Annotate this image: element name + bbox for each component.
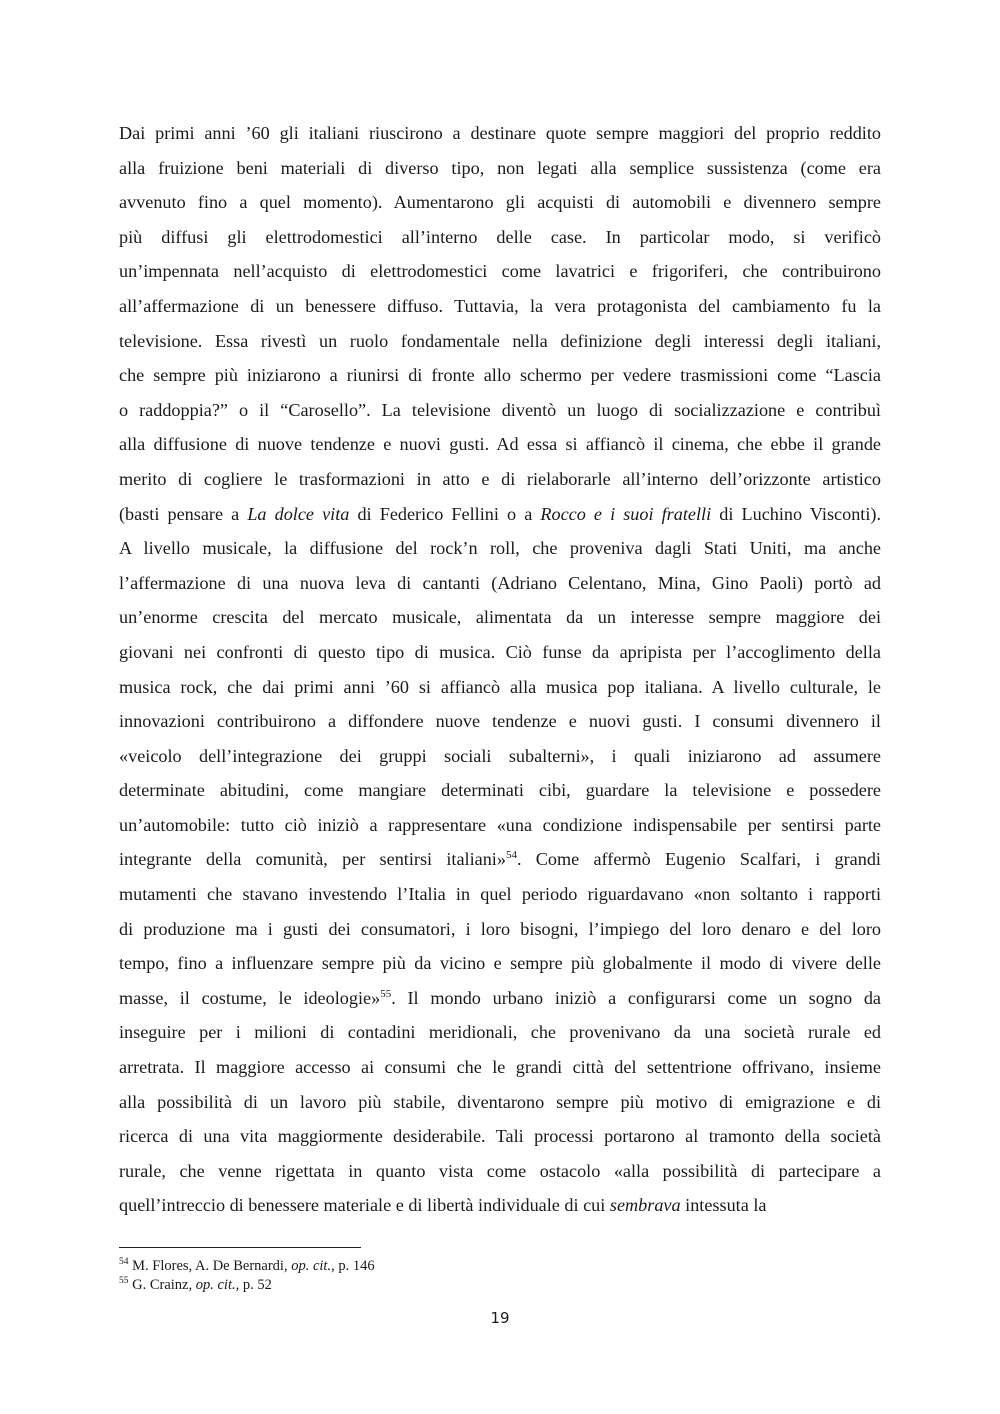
text-line: [119, 497, 881, 532]
text-line: [119, 1119, 881, 1154]
text-line: [119, 808, 881, 843]
text-line: [119, 220, 881, 255]
text-line: [119, 704, 881, 739]
footnote-text: G. Crainz,: [128, 1277, 196, 1293]
text-line: [119, 116, 881, 151]
text-line: [119, 1050, 881, 1085]
text-line: [119, 946, 881, 981]
text-segment: quell’intreccio di benessere materiale e di libertà individuale di cui: [119, 1195, 610, 1216]
text-line: [119, 1085, 881, 1120]
text-line: [119, 600, 881, 635]
text-segment: che sempre più iniziarono a riunirsi di fronte allo schermo per vedere trasmissioni come “Lascia: [119, 365, 881, 386]
footnote-text: M. Flores, A. De Bernardi,: [128, 1258, 292, 1274]
footnote-number: 54: [119, 1257, 129, 1268]
footnotes: [119, 1257, 881, 1295]
text-segment: intessuta la: [680, 1195, 767, 1216]
text-line: [119, 531, 881, 566]
italic-text: Rocco e i suoi fratelli: [540, 503, 712, 524]
text-line: [119, 185, 881, 220]
text-segment: musica rock, che dai primi anni ’60 si affiancò alla musica pop italiana. A livello culturale, le: [119, 676, 881, 697]
italic-text: La dolce vita: [247, 503, 350, 524]
footnote-text: , p. 52: [235, 1277, 272, 1293]
footnote-reference: 54: [505, 849, 517, 862]
text-line: [119, 427, 881, 462]
text-line: [119, 462, 881, 497]
text-segment: televisione. Essa rivestì un ruolo fondamentale nella definizione degli interessi degli italiani,: [119, 330, 881, 351]
text-line: [119, 739, 881, 774]
text-segment: . Come affermò Eugenio Scalfari, i grandi: [516, 849, 881, 870]
page-number: 19: [490, 1309, 510, 1327]
text-segment: alla diffusione di nuove tendenze e nuovi gusti. Ad essa si affiancò il cinema, che ebbe il grande: [119, 434, 881, 455]
text-line: [119, 393, 881, 428]
footnote-number: 55: [119, 1276, 129, 1287]
text-segment: alla fruizione beni materiali di diverso tipo, non legati alla semplice sussistenza (come era: [119, 157, 881, 178]
text-segment: merito di cogliere le trasformazioni in atto e di rielaborarle all’interno dell’orizzonte artistico: [119, 468, 881, 489]
text-segment: un’enorme crescita del mercato musicale, alimentata da un interesse sempre maggiore dei: [119, 607, 881, 628]
text-line: [119, 670, 881, 705]
text-segment: inseguire per i milioni di contadini meridionali, che provenivano da una società rurale ed: [119, 1022, 881, 1043]
text-segment: rurale, che venne rigettata in quanto vista come ostacolo «alla possibilità di partecipare a: [119, 1160, 881, 1181]
text-line: [119, 254, 881, 289]
text-line: [119, 289, 881, 324]
text-segment: avvenuto fino a quel momento). Aumentarono gli acquisti di automobili e divennero sempre: [119, 192, 881, 213]
text-segment: Dai primi anni ’60 gli italiani riuscirono a destinare quote sempre maggiori del proprio reddito: [119, 123, 881, 143]
text-line: [119, 1154, 881, 1189]
italic-text: sembrava: [609, 1195, 681, 1216]
text-line: [119, 842, 881, 877]
text-line: [119, 324, 881, 359]
text-segment: l’affermazione di una nuova leva di cantanti (Adriano Celentano, Mina, Gino Paoli) portò ad: [119, 572, 881, 593]
text-segment: «veicolo dell’integrazione dei gruppi sociali subalterni», i quali iniziarono ad assumere: [119, 745, 881, 766]
text-segment: (basti pensare a: [119, 503, 248, 524]
text-line: [119, 1015, 881, 1050]
text-segment: integrante della comunità, per sentirsi italiani»: [119, 849, 506, 870]
text-line: [119, 358, 881, 393]
footnote-text: , p. 146: [331, 1258, 375, 1274]
text-segment: o raddoppia?” o il “Carosello”. La televisione diventò un luogo di socializzazione e contribuì: [119, 399, 881, 420]
text-segment: alla possibilità di un lavoro più stabile, diventarono sempre più motivo di emigrazione e di: [119, 1091, 881, 1112]
text-segment: un’impennata nell’acquisto di elettrodomestici come lavatrici e frigoriferi, che contribuirono: [119, 261, 881, 282]
text-segment: di Luchino Visconti).: [711, 503, 881, 524]
text-segment: masse, il costume, le ideologie»: [119, 987, 381, 1008]
footnote-reference: 55: [380, 987, 392, 1000]
text-segment: all’affermazione di un benessere diffuso. Tuttavia, la vera protagonista del cambiamento fu la: [119, 295, 881, 316]
text-segment: giovani nei confronti di questo tipo di musica. Ciò funse da apripista per l’accoglimento della: [119, 641, 881, 662]
footnote-54: [119, 1257, 881, 1276]
text-segment: mutamenti che stavano investendo l’Italia in quel periodo riguardavano «non soltanto i rapporti: [119, 884, 881, 905]
text-segment: di Federico Fellini o a: [349, 503, 541, 524]
footnote-italic: op. cit.: [291, 1258, 332, 1274]
text-segment: un’automobile: tutto ciò iniziò a rappresentare «una condizione indispensabile per sentirsi parte: [119, 814, 881, 835]
text-segment: arretrata. Il maggiore accesso ai consumi che le grandi città del settentrione offrivano, insieme: [119, 1057, 881, 1078]
text-line: [119, 635, 881, 670]
text-line: [119, 1188, 881, 1223]
text-segment: innovazioni contribuirono a diffondere nuove tendenze e nuovi gusti. I consumi divennero il: [119, 711, 881, 732]
text-line: [119, 877, 881, 912]
body-paragraph: [119, 116, 881, 1223]
text-line: [119, 773, 881, 808]
text-segment: A livello musicale, la diffusione del rock’n roll, che proveniva dagli Stati Uniti, ma anche: [119, 538, 881, 559]
text-segment: . Il mondo urbano iniziò a configurarsi come un sogno da: [391, 987, 881, 1008]
text-segment: ricerca di una vita maggiormente desiderabile. Tali processi portarono al tramonto della società: [119, 1126, 881, 1147]
text-line: [119, 912, 881, 947]
text-segment: più diffusi gli elettrodomestici all’interno delle case. In particolar modo, si verificò: [119, 226, 881, 247]
text-segment: di produzione ma i gusti dei consumatori, i loro bisogni, l’impiego del loro denaro e del loro: [119, 918, 881, 939]
text-line: [119, 981, 881, 1016]
text-segment: determinate abitudini, come mangiare determinati cibi, guardare la televisione e possedere: [119, 780, 881, 801]
footnote-55: [119, 1276, 881, 1295]
footnote-separator: [119, 1247, 361, 1248]
footnote-italic: op. cit.: [195, 1277, 236, 1293]
text-line: [119, 151, 881, 186]
text-line: [119, 566, 881, 601]
text-segment: tempo, fino a influenzare sempre più da vicino e sempre più globalmente il modo di vivere delle: [119, 953, 881, 974]
